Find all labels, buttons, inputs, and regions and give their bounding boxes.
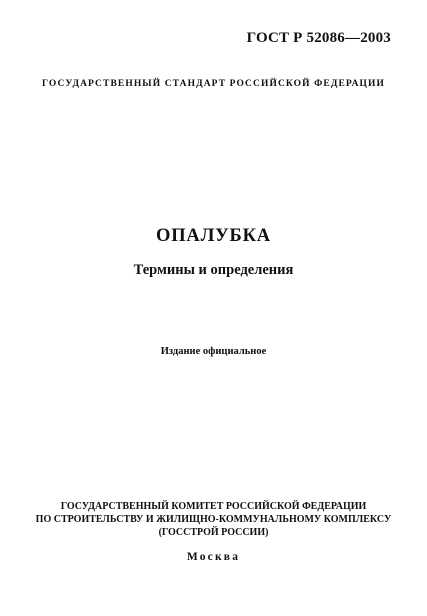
standard-header: ГОСУДАРСТВЕННЫЙ СТАНДАРТ РОССИЙСКОЙ ФЕДЕРАЦИИ [41, 79, 386, 89]
issuer-line-3: (ГОССТРОЙ РОССИИ) [158, 527, 269, 538]
publication-city: Москва [186, 551, 241, 563]
standard-number: ГОСТ Р 52086—2003 [246, 30, 391, 46]
document-title: ОПАЛУБКА [156, 226, 271, 246]
edition-label: Издание официальное [160, 346, 267, 357]
issuer-line-1: ГОСУДАРСТВЕННЫЙ КОМИТЕТ РОССИЙСКОЙ ФЕДЕРАЦИИ [60, 501, 367, 512]
issuer-line-2: ПО СТРОИТЕЛЬСТВУ И ЖИЛИЩНО-КОММУНАЛЬНОМУ КОМПЛЕКСУ [35, 514, 392, 525]
issuer-block [0, 500, 427, 539]
document-subtitle: Термины и определения [133, 262, 294, 278]
